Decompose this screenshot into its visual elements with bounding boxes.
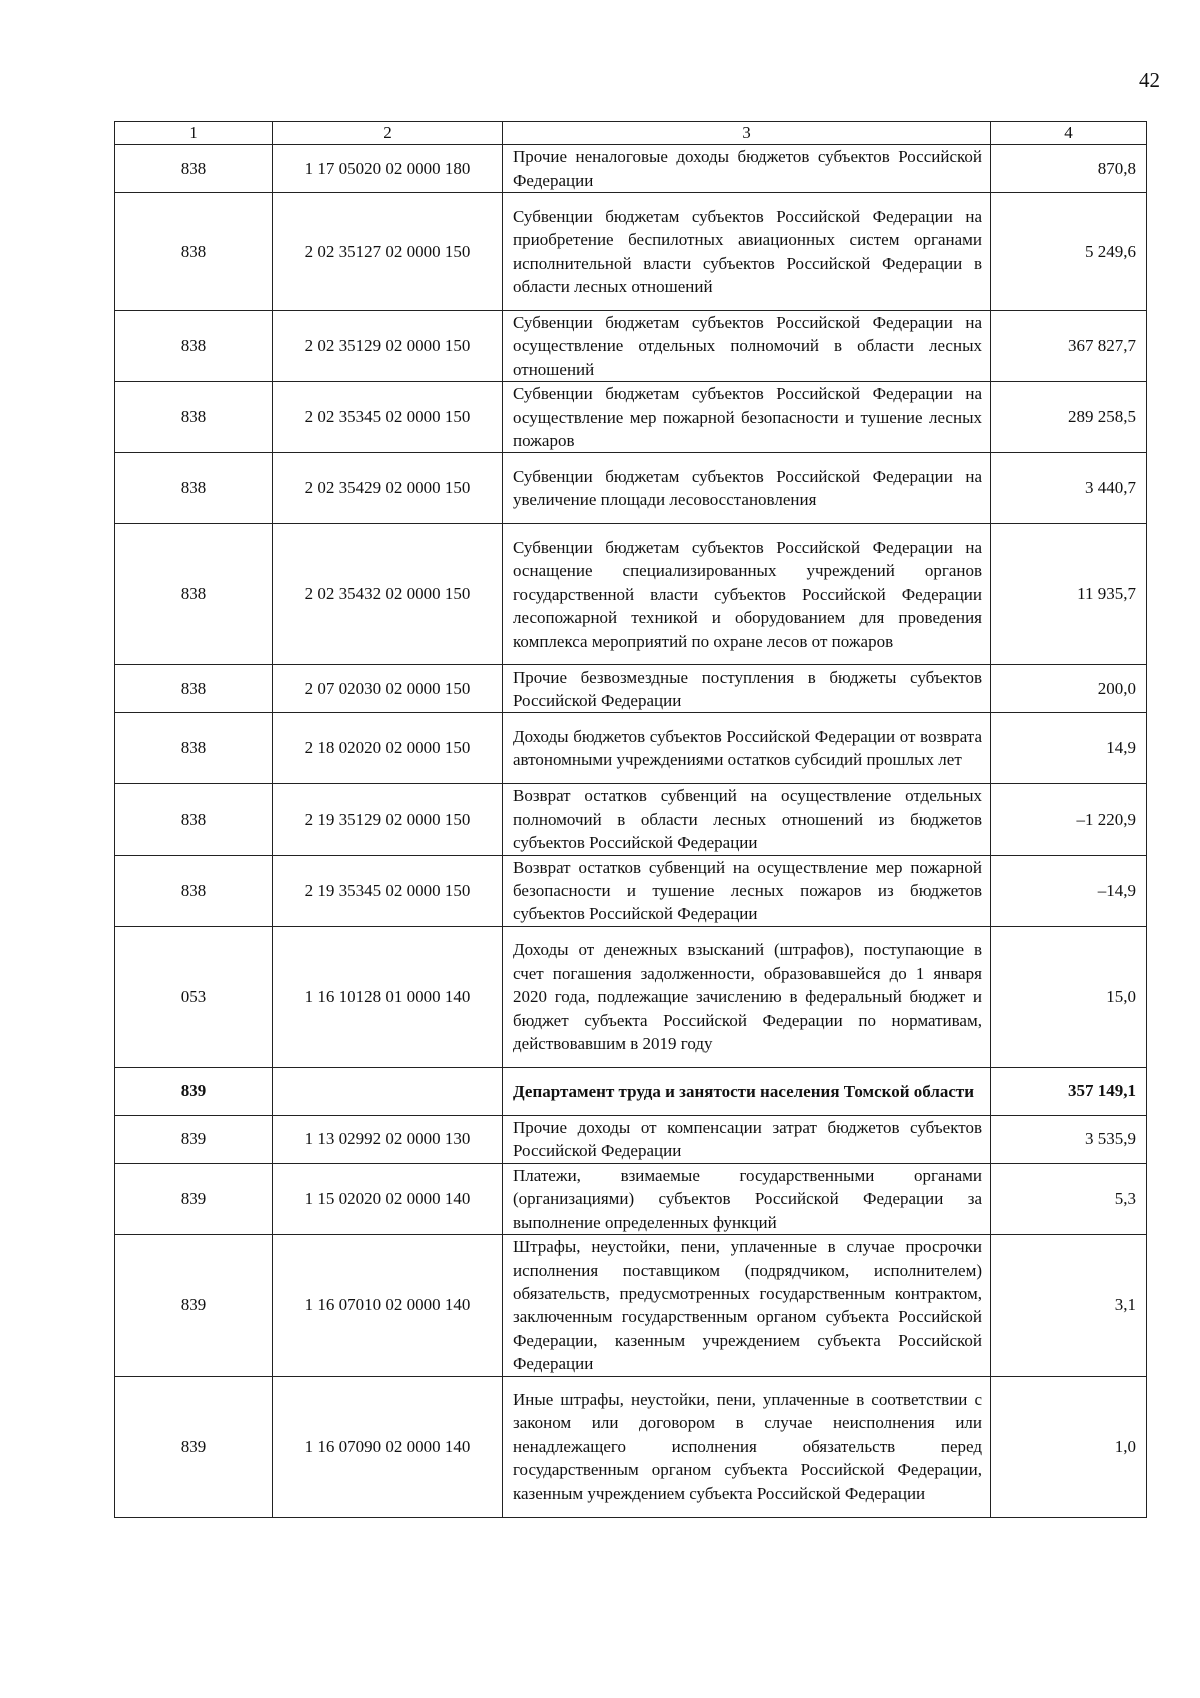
- amount-cell: 3,1: [991, 1235, 1147, 1376]
- amount-cell: 3 535,9: [991, 1115, 1147, 1163]
- table-row: [115, 145, 1147, 193]
- admin-code-cell: 838: [115, 145, 273, 193]
- table-row-department: [115, 1067, 1147, 1115]
- table-row: [115, 1235, 1147, 1376]
- column-header-amount: 4: [991, 122, 1147, 145]
- table-row: [115, 665, 1147, 713]
- revenue-table: [114, 121, 1147, 1518]
- amount-cell: 5 249,6: [991, 193, 1147, 311]
- admin-code-cell: 838: [115, 713, 273, 784]
- admin-code-cell: 838: [115, 453, 273, 524]
- table-row: [115, 311, 1147, 382]
- revenue-name-cell: Доходы от денежных взысканий (штрафов), поступающие в счет погашения задолженности, образовавшейся до 1 января 2020 года, подлежащие зачислению в федеральный бюджет и бюджет субъекта Российской Федерации по нормативам, действовавшим в 2019 году: [503, 926, 991, 1067]
- budget-classification-code-cell: 1 15 02020 02 0000 140: [273, 1163, 503, 1234]
- admin-code-cell: 839: [115, 1235, 273, 1376]
- table-row: [115, 1376, 1147, 1517]
- admin-code-cell: 838: [115, 784, 273, 855]
- revenue-name-cell: Прочие неналоговые доходы бюджетов субъектов Российской Федерации: [503, 145, 991, 193]
- revenue-name-cell: Прочие доходы от компенсации затрат бюджетов субъектов Российской Федерации: [503, 1115, 991, 1163]
- amount-cell: 870,8: [991, 145, 1147, 193]
- budget-classification-code-cell: 2 02 35345 02 0000 150: [273, 382, 503, 453]
- table-row: [115, 713, 1147, 784]
- table-row: [115, 1163, 1147, 1234]
- column-header-name: 3: [503, 122, 991, 145]
- admin-code-cell: 838: [115, 665, 273, 713]
- admin-code-cell: 838: [115, 311, 273, 382]
- admin-code-cell: 839: [115, 1115, 273, 1163]
- admin-code-cell: 839: [115, 1067, 273, 1115]
- table-row: [115, 193, 1147, 311]
- revenue-name-cell: Штрафы, неустойки, пени, уплаченные в случае просрочки исполнения поставщиком (подрядчиком, исполнителем) обязательств, предусмотренных государственным контрактом, заключенным государственным органом субъекта Российской Федерации, казенным учреждением субъекта Российской Федерации: [503, 1235, 991, 1376]
- budget-classification-code-cell: 1 17 05020 02 0000 180: [273, 145, 503, 193]
- revenue-name-cell: Департамент труда и занятости населения Томской области: [503, 1067, 991, 1115]
- budget-classification-code-cell: 2 07 02030 02 0000 150: [273, 665, 503, 713]
- revenue-name-cell: Прочие безвозмездные поступления в бюджеты субъектов Российской Федерации: [503, 665, 991, 713]
- revenue-name-cell: Субвенции бюджетам субъектов Российской Федерации на приобретение беспилотных авиационных систем органами исполнительной власти субъектов Российской Федерации в области лесных отношений: [503, 193, 991, 311]
- budget-classification-code-cell: [273, 1067, 503, 1115]
- table-body: [115, 145, 1147, 1518]
- revenue-name-cell: Платежи, взимаемые государственными органами (организациями) субъектов Российской Федерации за выполнение определенных функций: [503, 1163, 991, 1234]
- amount-cell: 15,0: [991, 926, 1147, 1067]
- admin-code-cell: 838: [115, 524, 273, 665]
- admin-code-cell: 838: [115, 855, 273, 926]
- revenue-name-cell: Доходы бюджетов субъектов Российской Федерации от возврата автономными учреждениями остатков субсидий прошлых лет: [503, 713, 991, 784]
- table-row: [115, 453, 1147, 524]
- table-row: [115, 784, 1147, 855]
- amount-cell: 289 258,5: [991, 382, 1147, 453]
- admin-code-cell: 053: [115, 926, 273, 1067]
- amount-cell: 5,3: [991, 1163, 1147, 1234]
- budget-classification-code-cell: 1 13 02992 02 0000 130: [273, 1115, 503, 1163]
- amount-cell: –1 220,9: [991, 784, 1147, 855]
- revenue-name-cell: Субвенции бюджетам субъектов Российской Федерации на осуществление отдельных полномочий в области лесных отношений: [503, 311, 991, 382]
- admin-code-cell: 839: [115, 1376, 273, 1517]
- amount-cell: 14,9: [991, 713, 1147, 784]
- admin-code-cell: 838: [115, 382, 273, 453]
- amount-cell: 3 440,7: [991, 453, 1147, 524]
- budget-classification-code-cell: 2 18 02020 02 0000 150: [273, 713, 503, 784]
- table-row: [115, 926, 1147, 1067]
- budget-classification-code-cell: 2 02 35429 02 0000 150: [273, 453, 503, 524]
- budget-classification-code-cell: 1 16 10128 01 0000 140: [273, 926, 503, 1067]
- amount-cell: 1,0: [991, 1376, 1147, 1517]
- budget-classification-code-cell: 1 16 07010 02 0000 140: [273, 1235, 503, 1376]
- amount-cell: 11 935,7: [991, 524, 1147, 665]
- revenue-name-cell: Иные штрафы, неустойки, пени, уплаченные в соответствии с законом или договором в случае неисполнения или ненадлежащего исполнения обязательств перед государственным органом субъекта Российской Федерации, казенным учреждением субъекта Российской Федерации: [503, 1376, 991, 1517]
- budget-classification-code-cell: 1 16 07090 02 0000 140: [273, 1376, 503, 1517]
- revenue-name-cell: Субвенции бюджетам субъектов Российской Федерации на увеличение площади лесовосстановления: [503, 453, 991, 524]
- table-header-row: [115, 122, 1147, 145]
- column-header-code: 2: [273, 122, 503, 145]
- admin-code-cell: 839: [115, 1163, 273, 1234]
- amount-cell: 200,0: [991, 665, 1147, 713]
- revenue-name-cell: Возврат остатков субвенций на осуществление мер пожарной безопасности и тушение лесных пожаров из бюджетов субъектов Российской Федерации: [503, 855, 991, 926]
- budget-classification-code-cell: 2 02 35127 02 0000 150: [273, 193, 503, 311]
- table-row: [115, 1115, 1147, 1163]
- revenue-name-cell: Субвенции бюджетам субъектов Российской Федерации на осуществление мер пожарной безопасности и тушение лесных пожаров: [503, 382, 991, 453]
- revenue-name-cell: Субвенции бюджетам субъектов Российской Федерации на оснащение специализированных учреждений органов государственной власти субъектов Российской Федерации лесопожарной техникой и оборудованием для проведения комплекса мероприятий по охране лесов от пожаров: [503, 524, 991, 665]
- table-row: [115, 524, 1147, 665]
- table-row: [115, 382, 1147, 453]
- revenue-name-cell: Возврат остатков субвенций на осуществление отдельных полномочий в области лесных отношений из бюджетов субъектов Российской Федерации: [503, 784, 991, 855]
- amount-cell: 367 827,7: [991, 311, 1147, 382]
- budget-classification-code-cell: 2 19 35345 02 0000 150: [273, 855, 503, 926]
- page-number: 42: [1139, 68, 1160, 92]
- budget-classification-code-cell: 2 02 35129 02 0000 150: [273, 311, 503, 382]
- table-row: [115, 855, 1147, 926]
- amount-cell: 357 149,1: [991, 1067, 1147, 1115]
- amount-cell: –14,9: [991, 855, 1147, 926]
- admin-code-cell: 838: [115, 193, 273, 311]
- budget-classification-code-cell: 2 02 35432 02 0000 150: [273, 524, 503, 665]
- budget-classification-code-cell: 2 19 35129 02 0000 150: [273, 784, 503, 855]
- column-header-admin: 1: [115, 122, 273, 145]
